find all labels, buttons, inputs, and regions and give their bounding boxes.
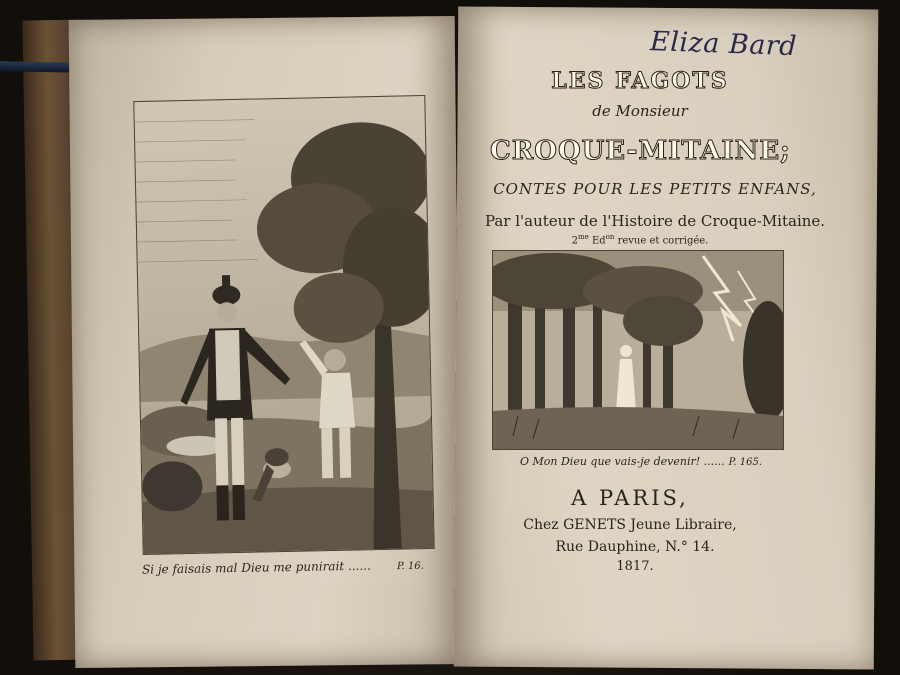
- edition-sup-1: me: [577, 233, 589, 241]
- vignette-caption-text: O Mon Dieu que vais-je devenir! ......: [520, 455, 725, 468]
- edition-line: [520, 233, 760, 246]
- title-line-de-monsieur: de Monsieur: [592, 102, 688, 120]
- edition-prefix: 2: [571, 235, 578, 247]
- imprint-address: Rue Dauphine, N.° 14.: [555, 539, 715, 555]
- imprint-publisher: Chez GENETS Jeune Libraire,: [523, 517, 737, 533]
- author-line: Par l'auteur de l'Histoire de Croque-Mitaine.: [484, 212, 826, 230]
- frontispiece-engraving: [133, 95, 434, 555]
- title-line-les-fagots: LES FAGOTS: [551, 68, 729, 94]
- vignette-caption: [520, 455, 790, 468]
- frontispiece-page-ref: P. 16.: [396, 560, 424, 573]
- owner-signature: Eliza Bard: [649, 26, 798, 63]
- subtitle-line: CONTES POUR LES PETITS ENFANS,: [493, 180, 817, 198]
- title-line-croque-mitaine: CROQUE-MITAINE;: [490, 136, 791, 166]
- frontispiece-caption-text: Si je faisais mal Dieu me punirait ......: [141, 558, 372, 577]
- edition-mid: Ed: [588, 235, 606, 247]
- vignette-page-ref: P. 165.: [728, 457, 762, 468]
- title-vignette-engraving: [492, 250, 784, 450]
- edition-sup-2: on: [605, 233, 615, 241]
- edition-suffix: revue et corrigée.: [614, 235, 709, 247]
- imprint-year: 1817.: [616, 559, 654, 574]
- imprint-city: A PARIS,: [571, 486, 689, 510]
